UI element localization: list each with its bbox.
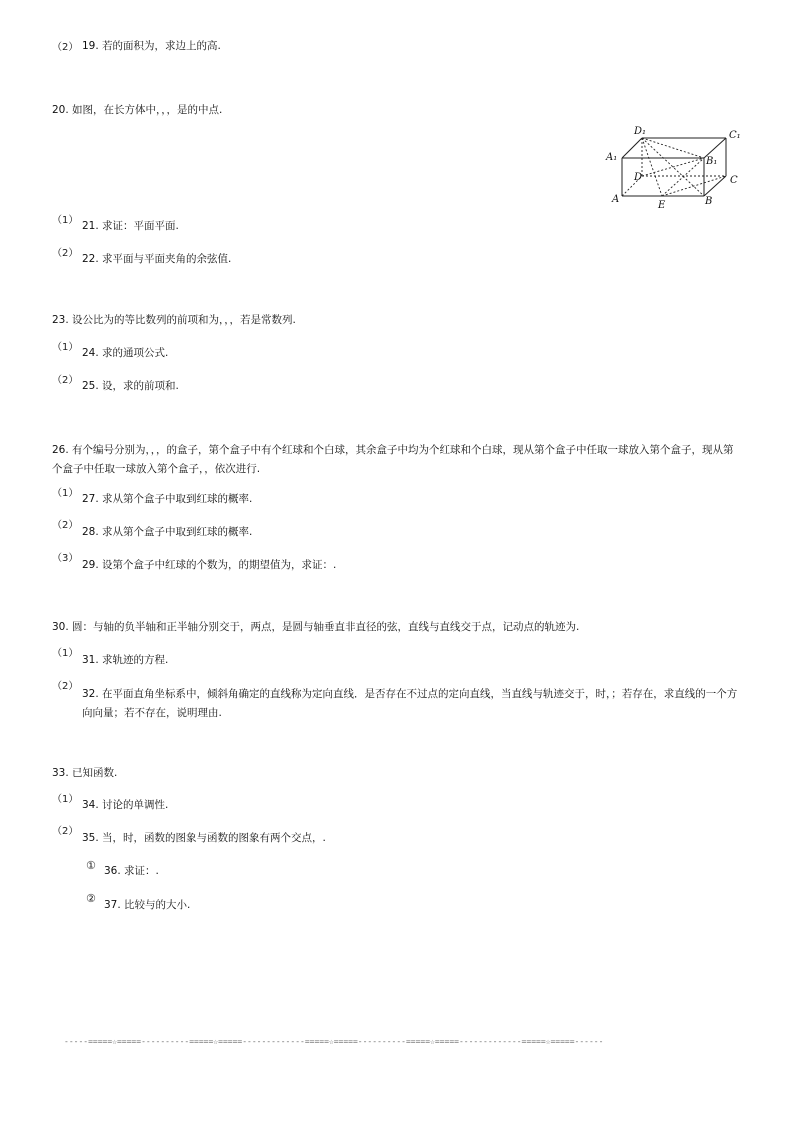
sub-question-marker: （2） <box>52 681 79 692</box>
label-c1: C₁ <box>729 130 741 141</box>
sub-question-marker: （1） <box>52 794 79 805</box>
question-30-text: 30. 圆：与轴的负半轴和正半轴分别交于，两点，是圆与轴垂直非直径的弦，直线与直线交于点，记动点的轨迹为. <box>52 621 580 633</box>
sub-question-marker: （1） <box>52 342 79 353</box>
circled-two-marker: ② <box>86 892 96 905</box>
sub-question-marker: （2） <box>52 826 79 837</box>
question-37-text: 37. 比较与的大小. <box>104 899 191 911</box>
label-a: A <box>612 194 620 205</box>
question-23-text: 23. 设公比为的等比数列的前项和为，，，若是常数列. <box>52 314 296 326</box>
label-e: E <box>658 200 666 210</box>
question-35-text: 35. 当，时，函数的图象与函数的图象有两个交点，. <box>82 832 326 844</box>
question-26-text: 26. 有个编号分别为，，，的盒子，第个盒子中有个红球和个白球，其余盒子中均为个红球和个白球，现从第个盒子中任取一球放入第个盒子，现从第个盒子中任取一球放入第个盒子，，依次进行. <box>52 444 734 475</box>
label-c: C <box>730 175 738 186</box>
sub-question-marker: （2） <box>52 248 79 259</box>
cuboid-figure <box>604 124 754 210</box>
question-24-text: 24. 求的通项公式. <box>82 347 169 359</box>
footer-divider: -----=====☆=====----------=====☆=====-------------=====☆=====----------=====☆=====-------------=====☆=====------ <box>64 1037 604 1046</box>
question-29-text: 29. 设第个盒子中红球的个数为，的期望值为，求证：. <box>82 559 337 571</box>
label-b: B <box>705 196 713 207</box>
sub-question-marker: （1） <box>52 648 79 659</box>
label-a1: A₁ <box>606 152 618 163</box>
question-33-text: 33. 已知函数. <box>52 767 118 779</box>
question-19-text: 19. 若的面积为，求边上的高. <box>82 40 221 52</box>
question-28-text: 28. 求从第个盒子中取到红球的概率. <box>82 526 253 538</box>
label-d1: D₁ <box>634 126 647 137</box>
question-25-text: 25. 设，求的前项和. <box>82 380 179 392</box>
circled-one-marker: ① <box>86 859 96 872</box>
question-36-text: 36. 求证：. <box>104 865 159 877</box>
question-34-text: 34. 讨论的单调性. <box>82 799 169 811</box>
sub-question-marker: （3） <box>52 553 79 564</box>
sub-question-marker: （2） <box>52 375 79 386</box>
sub-question-marker: （1） <box>52 215 79 226</box>
label-b1: B₁ <box>706 156 718 167</box>
sub-question-marker: （2） <box>52 520 79 531</box>
question-32-text: 32. 在平面直角坐标系中，倾斜角确定的直线称为定向直线．是否存在不过点的定向直线，当直线与轨迹交于，时，；若存在，求直线的一个方向向量；若不存在，说明理由. <box>82 688 738 719</box>
sub-question-marker: （2） <box>52 42 79 53</box>
question-20-text: 20. 如图，在长方体中，，，是的中点. <box>52 104 223 116</box>
question-31-text: 31. 求轨迹的方程. <box>82 654 169 666</box>
label-d: D <box>634 172 643 183</box>
sub-question-marker: （1） <box>52 488 79 499</box>
question-27-text: 27. 求从第个盒子中取到红球的概率. <box>82 493 253 505</box>
question-21-text: 21. 求证：平面平面. <box>82 220 179 232</box>
question-22-text: 22. 求平面与平面夹角的余弦值. <box>82 253 232 265</box>
